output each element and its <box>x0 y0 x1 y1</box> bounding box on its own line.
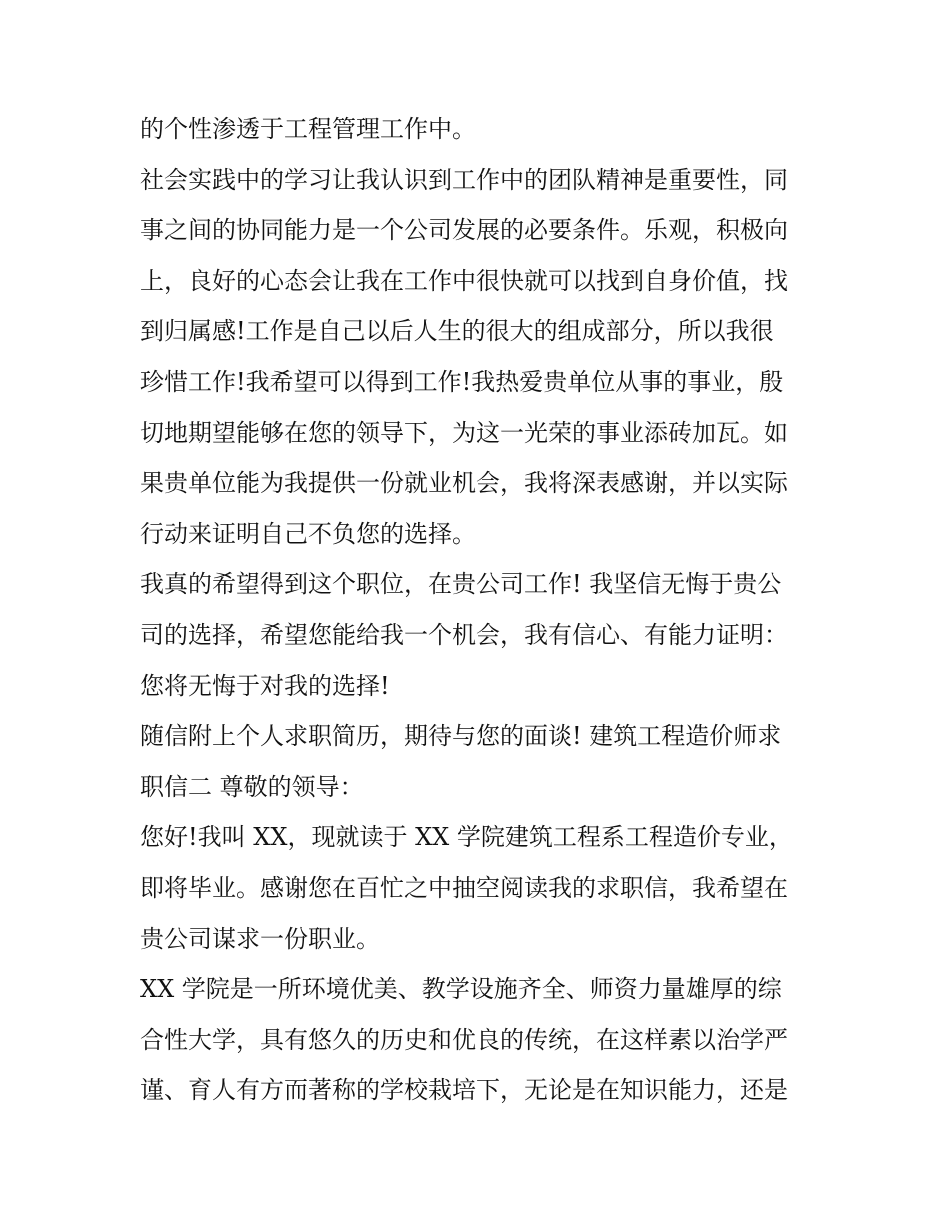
text-line: XX 学院是一所环境优美、教学设施齐全、师资力量雄厚的综 <box>140 975 782 1004</box>
text-line: 果贵单位能为我提供一份就业机会，我将深表感谢，并以实际 <box>140 469 788 498</box>
text-line: 到归属感!工作是自己以后人生的很大的组成部分，所以我很 <box>140 317 774 346</box>
text-line: 我真的希望得到这个职位，在贵公司工作! 我坚信无悔于贵公 <box>140 570 782 599</box>
text-line: 社会实践中的学习让我认识到工作中的团队精神是重要性，同 <box>140 165 788 194</box>
text-line: 即将毕业。感谢您在百忙之中抽空阅读我的求职信，我希望在 <box>140 873 788 902</box>
text-line: 行动来证明自己不负您的选择。 <box>140 519 476 548</box>
text-line: 随信附上个人求职简历，期待与您的面谈! 建筑工程造价师求 <box>140 722 782 751</box>
text-line: 珍惜工作!我希望可以得到工作!我热爱贵单位从事的事业，殷 <box>140 367 784 396</box>
text-line: 上，良好的心态会让我在工作中很快就可以找到自身价值，找 <box>140 266 788 295</box>
text-line: 司的选择，希望您能给我一个机会，我有信心、有能力证明： <box>140 620 788 649</box>
text-line: 贵公司谋求一份职业。 <box>140 924 380 953</box>
text-line: 合性大学，具有悠久的历史和优良的传统，在这样素以治学严 <box>140 1025 788 1054</box>
text-line: 的个性渗透于工程管理工作中。 <box>140 115 476 143</box>
text-line: 谨、育人有方而著称的学校栽培下，无论是在知识能力，还是 <box>140 1076 788 1105</box>
text-line: 您将无悔于对我的选择! <box>140 671 390 700</box>
text-line: 职信二 尊敬的领导： <box>140 772 364 801</box>
text-line: 切地期望能够在您的领导下，为这一光荣的事业添砖加瓦。如 <box>140 418 788 447</box>
letter-body <box>140 104 820 1116</box>
text-line: 事之间的协同能力是一个公司发展的必要条件。乐观，积极向 <box>140 216 788 245</box>
text-line: 您好!我叫 XX，现就读于 XX 学院建筑工程系工程造价专业， <box>140 823 793 852</box>
